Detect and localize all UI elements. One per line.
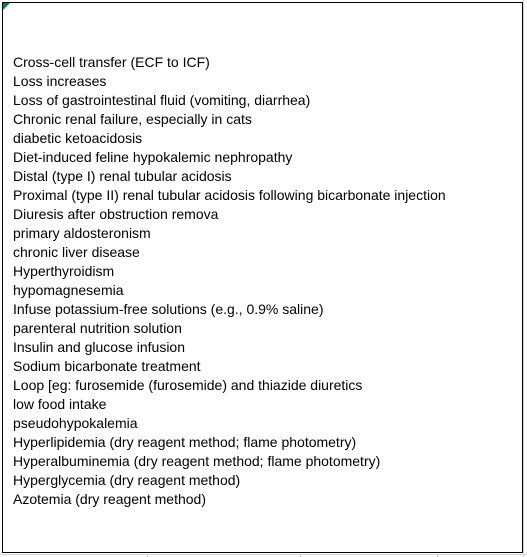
cell-text-line: Hyperalbuminemia (dry reagent method; flame photometry) [13,453,381,469]
cell-text-line: diabetic ketoacidosis [13,130,143,146]
cell-text-line: Sodium bicarbonate treatment [13,358,201,374]
cell-text-line: pseudohypokalemia [13,415,138,431]
cell-text-line: Proximal (type II) renal tubular acidosis following bicarbonate injection [13,187,446,203]
cell-text-line: Chronic renal failure, especially in cats [13,111,252,127]
cell-text-line: parenteral nutrition solution [13,320,182,336]
cell-text-line: Insulin and glucose infusion [13,339,186,355]
cell-text-line: chronic liver disease [13,244,140,260]
cell-text-line: Diet-induced feline hypokalemic nephropathy [13,149,293,165]
cell-text-list [13,53,446,509]
cell-text-line: low food intake [13,396,107,412]
cell-text-line: Hyperglycemia (dry reagent method) [13,472,241,488]
cell-text-line: Infuse potassium-free solutions (e.g., 0.9% saline) [13,301,324,317]
row-gridline [0,554,527,555]
cell-text-line: Diuresis after obstruction remova [13,206,219,222]
cell-text-line: hypomagnesemia [13,282,124,298]
cell-text-line: Distal (type I) renal tubular acidosis [13,168,232,184]
cell-text-line: Cross-cell transfer (ECF to ICF) [13,54,210,70]
cell-text-line: Azotemia (dry reagent method) [13,491,206,507]
cell-text-line: Loop [eg: furosemide (furosemide) and thiazide diuretics [13,377,363,393]
cell-text-line: Hyperlipidemia (dry reagent method; flame photometry) [13,434,357,450]
cell-text-line: Hyperthyroidism [13,263,115,279]
cell-text-line: Loss of gastrointestinal fluid (vomiting, diarrhea) [13,92,311,108]
spreadsheet-cell[interactable] [2,2,523,553]
cell-corner-marker [3,3,10,10]
cell-text-line: primary aldosteronism [13,225,151,241]
column-gridline [523,0,524,557]
cell-text-line: Loss increases [13,73,107,89]
